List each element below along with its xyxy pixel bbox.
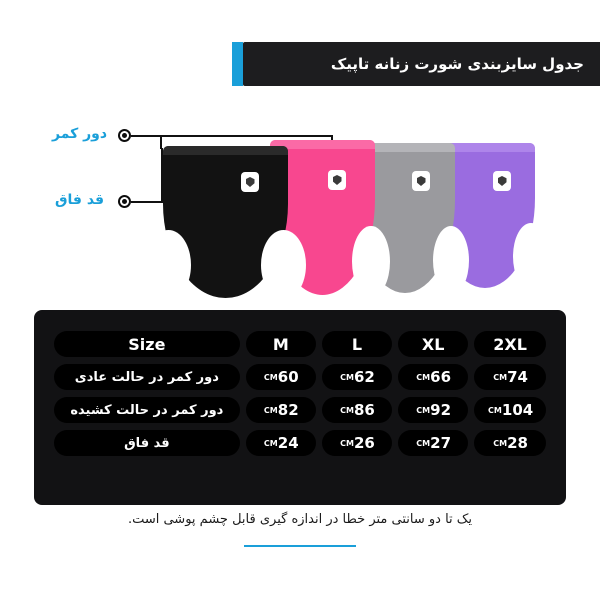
cell-waist-normal-2xl: 74 CM [474, 364, 546, 390]
brand-logo-icon [412, 171, 430, 191]
cell-rise-xl: 27 CM [398, 430, 468, 456]
size-header-xl: XL [398, 331, 468, 357]
cell-waist-stretched-l: 86 CM [322, 397, 392, 423]
waist-marker-dot [122, 133, 127, 138]
row-label-waist-stretched: دور کمر در حالت کشیده [54, 397, 240, 423]
black-panty [163, 146, 288, 298]
rise-label: قد فاق [55, 192, 105, 208]
footer-rule [244, 545, 356, 547]
footer-note: یک تا دو سانتی متر خطا در اندازه گیری قابل چشم پوشی است. [127, 512, 473, 527]
brand-logo-icon [493, 171, 511, 191]
rise-leader-line [131, 201, 163, 203]
table-header-row [54, 331, 546, 357]
cell-waist-stretched-2xl: 104 CM [474, 397, 546, 423]
size-corner-label: Size [54, 331, 240, 357]
cell-waist-stretched-m: 82 CM [246, 397, 316, 423]
cell-waist-normal-m: 60 CM [246, 364, 316, 390]
size-header-l: L [322, 331, 392, 357]
cell-waist-normal-l: 62 CM [322, 364, 392, 390]
row-label-rise: قد فاق [54, 430, 240, 456]
waist-label: دور کمر [52, 126, 108, 142]
waist-tick-left [160, 135, 162, 149]
size-table [34, 310, 566, 505]
brand-logo-icon [328, 170, 346, 190]
table-row [54, 364, 546, 390]
header-bar [243, 42, 600, 86]
cell-rise-m: 24 CM [246, 430, 316, 456]
cell-rise-2xl: 28 CM [474, 430, 546, 456]
cell-waist-stretched-xl: 92 CM [398, 397, 468, 423]
header-accent-bar [232, 42, 243, 86]
size-header-m: M [246, 331, 316, 357]
cell-rise-l: 26 CM [322, 430, 392, 456]
table-row [54, 430, 546, 456]
brand-logo-icon [241, 172, 259, 192]
cell-waist-normal-xl: 66 CM [398, 364, 468, 390]
size-header-2xl: 2XL [474, 331, 546, 357]
page-title: جدول سایزبندی شورت زنانه تاپیک [330, 55, 584, 73]
table-row [54, 397, 546, 423]
product-photo-area [0, 98, 600, 298]
rise-marker-dot [122, 199, 127, 204]
row-label-waist-normal: دور کمر در حالت عادی [54, 364, 240, 390]
